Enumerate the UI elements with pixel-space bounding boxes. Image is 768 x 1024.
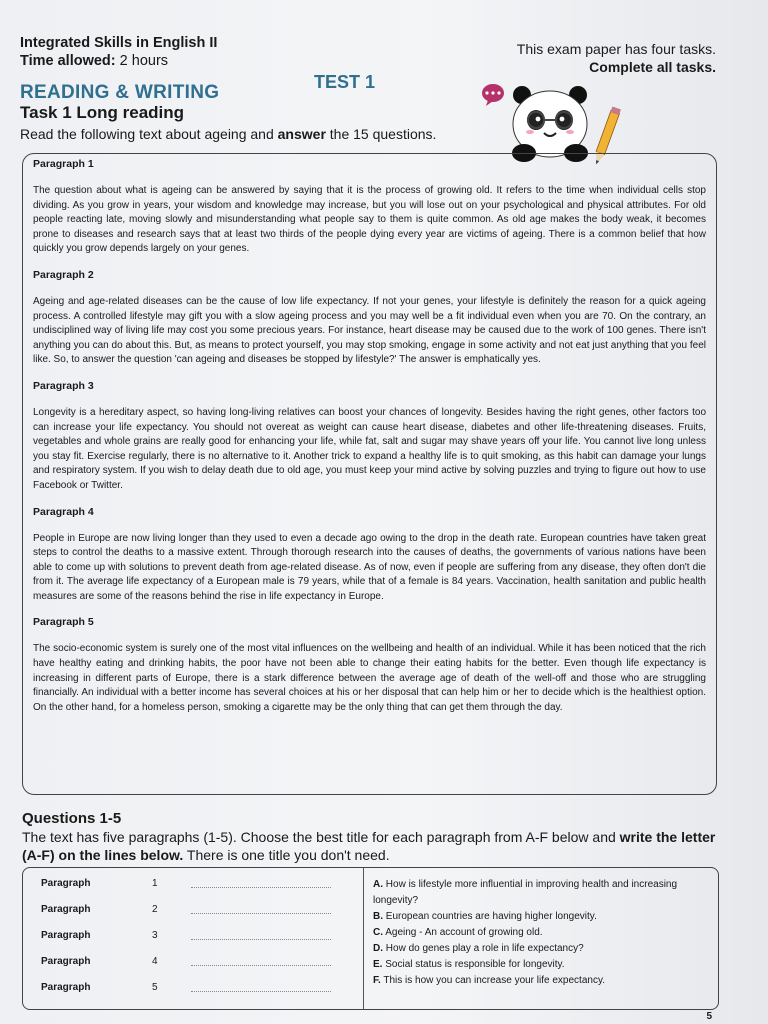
answer-row xyxy=(41,956,351,976)
paragraph-heading: Paragraph 4 xyxy=(33,505,94,518)
paragraph-text: The socio-economic system is surely one of the most vital influences on the wellbeing and health of an individual. While it has been noticed that the rich have healthy eating and drinking habits, the poor have not been able to change their eating habits for the better. Even though life expectancy is increasing in different parts of Europe, there is a stark difference between the average age of death of the well-off and those who are struggling financially. An individual with a better income has several choices at his or her disposal that can help him or her to decide which is the healthiest option. On the other hand, for a homeless person, smoking a cigarette may be the only thing that can get them through the day. xyxy=(33,643,706,713)
instruction-pre: Read the following text about ageing and xyxy=(20,126,278,142)
option-letter: B. xyxy=(373,911,383,922)
instruction-bold: answer xyxy=(277,126,326,142)
desc-pre: The text has five paragraphs (1-5). Choose the best title for each paragraph from A-F below and xyxy=(22,829,620,845)
option-letter: C. xyxy=(373,927,383,938)
instruction-post: the 15 questions. xyxy=(325,126,437,142)
section-title: READING & WRITING xyxy=(20,82,220,103)
answer-lines-column xyxy=(23,868,364,1009)
answer-row xyxy=(41,878,351,898)
paragraph-text: People in Europe are now living longer than they used to even a decade ago owing to the drop in the death rate. European countries have taken great steps to control the deaths to a massive extent. Through thorough research into the causes of deaths, the governments of various nations have been able to come up with solutions to prevent death from age-related disease. As of now, even if people are suffering from any disease, they often don't die from it. The average life expectancy of a European male is 79 years, while that of a female is 84 years. Vaccination, health sanitation and public health measures are some of the reasons behind the rise in life expectancy in Europe. xyxy=(33,532,706,602)
title-option xyxy=(373,877,703,909)
answer-row-label: Paragraph xyxy=(41,982,91,993)
exam-header-left xyxy=(20,34,217,70)
title-option xyxy=(373,925,703,941)
answer-row xyxy=(41,930,351,950)
option-text: How do genes play a role in life expectancy? xyxy=(385,943,584,954)
option-text: Social status is responsible for longevity. xyxy=(385,959,565,970)
option-letter: D. xyxy=(373,943,383,954)
questions-description xyxy=(22,828,722,864)
option-letter: F. xyxy=(373,975,381,986)
paragraph-heading: Paragraph 2 xyxy=(33,268,94,281)
answer-row-number: 1 xyxy=(152,878,158,889)
answer-row xyxy=(41,904,351,924)
desc-bold: write the letter (A-F) on the lines below. xyxy=(22,829,716,863)
title-options-column xyxy=(373,877,703,989)
option-text: European countries are having higher longevity. xyxy=(385,911,597,922)
answer-blank-line[interactable] xyxy=(191,991,331,992)
complete-note: Complete all tasks. xyxy=(589,59,716,75)
questions-title: Questions 1-5 xyxy=(22,810,122,827)
answer-blank-line[interactable] xyxy=(191,965,331,966)
paragraph-heading: Paragraph 3 xyxy=(33,379,94,392)
answer-row xyxy=(41,982,351,1002)
paragraph-heading: Paragraph 5 xyxy=(33,616,94,629)
title-option xyxy=(373,957,703,973)
answer-row-number: 4 xyxy=(152,956,158,967)
task-title: Task 1 Long reading xyxy=(20,103,185,122)
title-option xyxy=(373,909,703,925)
paragraph-text: Ageing and age-related diseases can be the cause of low life expectancy. If not your genes, your lifestyle is definitely the reason for a quick ageing process. A controlled lifestyle may gift you with a slow ageing process and you may well be a fit individual even when you are 70. On the contrary, an undisciplined way of living life may cost you some precious years. For instance, heart disease may be caused due to the work of 100 genes. There isn't anything you can do about this. But, as means to protect yourself, you may stop smoking, engage in some activity and not eat just anything that you feel like. So, to answer the question 'can ageing and diseases be stopped by lifestyle?' The answer is emphatically yes. xyxy=(33,295,706,366)
answer-row-number: 5 xyxy=(152,982,158,993)
option-letter: A. xyxy=(373,879,383,890)
option-text: How is lifestyle more influential in improving health and increasing longevity? xyxy=(373,879,678,906)
option-letter: E. xyxy=(373,959,383,970)
test-label: TEST 1 xyxy=(314,72,376,92)
option-text: Ageing - An account of growing old. xyxy=(385,927,543,938)
time-label: Time allowed: xyxy=(20,53,116,69)
answer-blank-line[interactable] xyxy=(191,939,331,940)
answer-row-number: 2 xyxy=(152,904,158,915)
course-title: Integrated Skills in English II xyxy=(20,35,218,51)
task-instruction xyxy=(20,126,436,142)
exam-header-right xyxy=(517,40,716,76)
answer-row-number: 3 xyxy=(152,930,158,941)
page-number: 5 xyxy=(706,1011,712,1022)
answer-row-label: Paragraph xyxy=(41,904,91,915)
time-value: 2 hours xyxy=(119,53,169,69)
answer-row-label: Paragraph xyxy=(41,956,91,967)
answer-blank-line[interactable] xyxy=(191,913,331,914)
matching-table xyxy=(22,867,719,1010)
time-allowed xyxy=(20,52,217,70)
answer-blank-line[interactable] xyxy=(191,887,331,888)
paragraph-text: Longevity is a hereditary aspect, so having long-living relatives can boost your chances of longevity. Besides having the right genes, other factors too can increase your life expectancy. You should not overeat as weight can cause heart disease, diabetes and other life-threatening diseases. Fruits, vegetables and whole grains are really good for enhancing your life, while fat, salt and sugar may shave years off your life. You cannot live long unless you stay fit. Exercise regularly, there is no alternative to it. Another trick to expand a healthy life is to quit smoking, as this habit can damage your lungs and respiratory system. If you wish to delay death due to old age, you must keep your mind active by solving puzzles and trying to figure out how to use Facebook or Twitter. xyxy=(33,406,706,491)
title-option xyxy=(373,941,703,957)
paragraph-text: The question about what is ageing can be answered by saying that it is the process of growing old. It refers to the time when individual cells stop dividing. As you grow in years, your wisdom and knowledge may increase, but you will lose out on your psychological and physical attributes. For old people reacting late, moving slowly and misunderstanding what people say to them is quite common. As old age makes the body weak, it becomes prone to diseases and research says that at least two thirds of the people dying every year are victims of ageing. There is a common belief that how quickly you grow depends largely on your genes. xyxy=(33,185,706,255)
exam-note: This exam paper has four tasks. xyxy=(516,41,716,57)
reading-passage-box xyxy=(22,153,717,795)
option-text: This is how you can increase your life expectancy. xyxy=(383,975,605,986)
answer-row-label: Paragraph xyxy=(41,878,91,889)
paragraph-heading: Paragraph 1 xyxy=(33,158,94,170)
title-option xyxy=(373,973,703,989)
answer-row-label: Paragraph xyxy=(41,930,91,941)
desc-post: There is one title you don't need. xyxy=(183,847,390,863)
